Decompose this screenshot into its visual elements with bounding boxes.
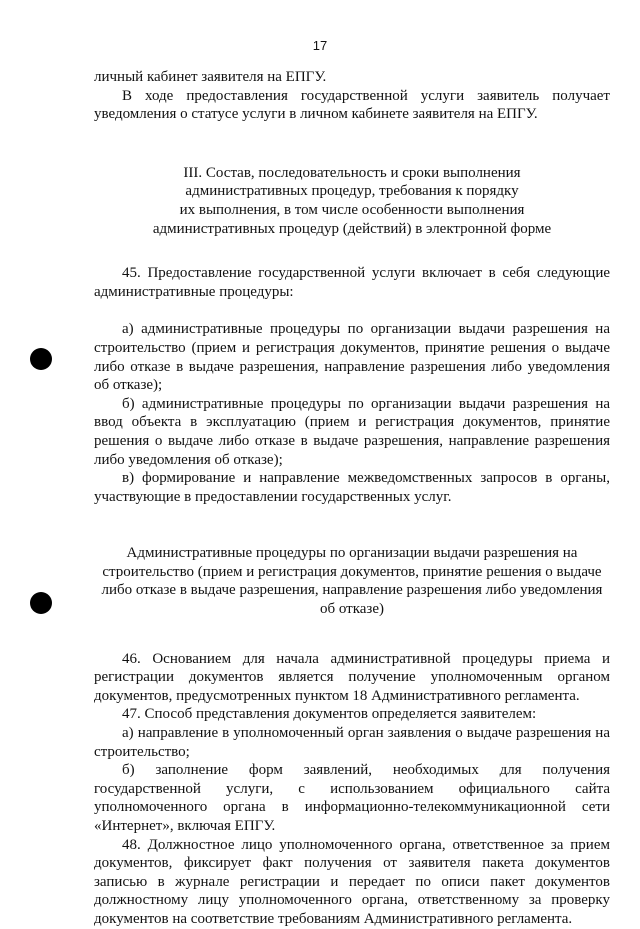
paragraph-45c: в) формирование и направление межведомственных запросов в органы, участвующие в предоставлении государственных услуг. bbox=[94, 470, 610, 505]
section-heading-line: административных процедур, требования к порядку bbox=[185, 183, 519, 200]
paragraph-48: 48. Должностное лицо уполномоченного органа, ответственное за прием документов, фиксирует факт получения от заявителя пакета документов записью в журнале регистрации и передает по описи пакет документов должностному лицу уполномоченного органа, ответственному за проверку документов на соответствие требованиям Административного регламента. bbox=[94, 836, 610, 927]
paragraph-45b: б) административные процедуры по организации выдачи разрешения на ввод объекта в эксплуатацию (прием и регистрация документов, принятие решения о выдаче либо отказе в выдаче разрешения, направление разрешения либо уведомления об отказе); bbox=[94, 395, 610, 468]
subsection-heading-line: Административные процедуры по организации выдачи разрешения на bbox=[126, 545, 578, 562]
paragraph-continuation: личный кабинет заявителя на ЕПГУ. bbox=[94, 69, 327, 85]
paragraph-46: 46. Основанием для начала административной процедуры приема и регистрации документов является получение уполномоченным органом документов, предусмотренных пунктом 18 Административного регламента. bbox=[94, 650, 610, 704]
subsection-heading-line: либо отказе в выдаче разрешения, направление разрешения либо уведомления bbox=[101, 582, 603, 599]
section-heading-line: административных процедур (действий) в электронной форме bbox=[152, 220, 552, 237]
subsection-heading bbox=[94, 544, 610, 618]
page-number: 17 bbox=[312, 38, 328, 53]
paragraph-47: 47. Способ представления документов определяется заявителем: bbox=[122, 706, 537, 723]
paragraph-notifications: В ходе предоставления государственной услуги заявитель получает уведомления о статусе услуги в личном кабинете заявителя на ЕПГУ. bbox=[94, 87, 610, 123]
paragraph-47b: б) заполнение форм заявлений, необходимых для получения государственной услуги, с использованием официального сайта уполномоченного органа в информационно-телекоммуникационной сети «Интернет», включая ЕПГУ. bbox=[94, 762, 610, 834]
document-body bbox=[94, 68, 610, 929]
section-heading bbox=[94, 164, 610, 238]
paragraph-47a: а) направление в уполномоченный орган заявления о выдаче разрешения на строительство; bbox=[94, 725, 610, 760]
subsection-heading-line: строительство (прием и регистрация документов, принятие решения о выдаче bbox=[102, 563, 602, 580]
punch-hole-mark bbox=[30, 348, 52, 370]
punch-hole-mark bbox=[30, 592, 52, 614]
subsection-heading-line: об отказе) bbox=[319, 601, 385, 618]
paragraph-45: 45. Предоставление государственной услуги включает в себя следующие административные процедуры: bbox=[94, 265, 610, 300]
section-heading-line: III. Состав, последовательность и сроки выполнения bbox=[183, 164, 521, 181]
paragraph-45a: а) административные процедуры по организации выдачи разрешения на строительство (прием и регистрация документов, принятие решения о выдаче либо отказе в выдаче разрешения, направление разрешения либо уведомления об отказе); bbox=[94, 321, 610, 394]
section-heading-line: их выполнения, в том числе особенности выполнения bbox=[179, 201, 525, 218]
